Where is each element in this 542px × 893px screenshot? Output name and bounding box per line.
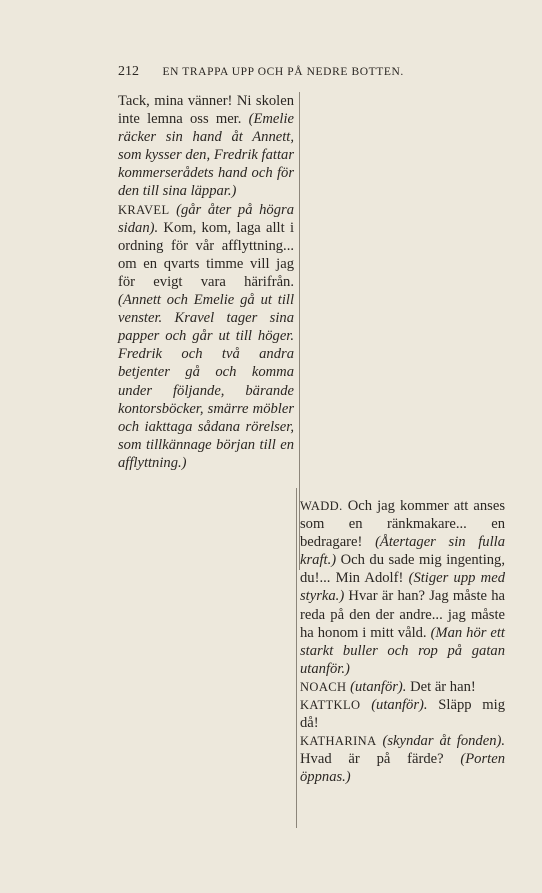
paragraph-wadd (300, 497, 505, 678)
stage-direction: (skyndar åt fonden). (376, 733, 505, 750)
stage-direction: (Annett och Emelie gå ut till venster. Kravel tager sina papper och går ut till höger. Fredrik och två andra betjenter gå och komma under följande, bärande kontorsböcker, smärre möbler och iakttaga sådana rörelser, som tillkännage början till en afflyttning.) (118, 292, 294, 471)
stage-direction: (Återtager sin fulla kraft.) (300, 534, 505, 569)
running-title: EN TRAPPA UPP OCH PÅ NEDRE BOTTEN. (162, 66, 404, 78)
speaker-name: KRAVEL (118, 202, 170, 217)
paragraph-kattklo (300, 696, 505, 732)
speaker-name: KATHARINA (300, 734, 377, 749)
speaker-name: NOACH (300, 679, 347, 694)
paragraph-farewell (118, 92, 294, 201)
paragraph-noach (300, 678, 505, 696)
dialogue-text: Och jag kommer att anses som en ränkmakare... en bedragare! (300, 498, 505, 551)
dialogue-text: Kom, kom, laga allt i ordning för vår afflyttning... om en qvarts timme vill jag för evigt vara härifrån. (118, 219, 294, 290)
stage-direction: (utanför). (360, 697, 428, 714)
page-number: 212 (118, 64, 139, 79)
dialogue-text: Det är han! (406, 678, 476, 695)
page-header (118, 64, 438, 80)
stage-direction: (går åter på högra sidan). (118, 201, 294, 236)
stage-direction: (Porten öppnas.) (300, 751, 505, 786)
dialogue-text: Släpp mig då! (300, 697, 505, 732)
stage-direction: (Stiger upp med styrka.) (300, 570, 505, 605)
dialogue-text: Hvad är på färde? (300, 751, 461, 768)
speaker-name: WADD. (300, 499, 343, 513)
stage-direction: (utanför). (346, 678, 407, 695)
right-column (300, 497, 505, 787)
dialogue-text: Hvar är han? Jag måste ha reda på den der andre... jag måste ha honom i mitt våld. (300, 588, 505, 641)
column-rule-right (296, 488, 297, 828)
speaker-name: KATTKLO (300, 698, 361, 713)
dialogue-text: Tack, mina vänner! Ni skolen inte lemna oss mer. (118, 93, 294, 128)
left-column (118, 92, 294, 472)
dialogue-text: Och du sade mig ingenting, du!... Min Adolf! (300, 552, 505, 587)
stage-direction: (Emelie räcker sin hand åt Annett, som kysser den, Fredrik fattar kommerserådets hand och för den till sina läppar.) (118, 111, 294, 200)
stage-direction: (Man hör ett starkt buller och rop på gatan utanför.) (300, 624, 505, 677)
paragraph-kravel (118, 201, 294, 472)
paragraph-katharina (300, 732, 505, 786)
